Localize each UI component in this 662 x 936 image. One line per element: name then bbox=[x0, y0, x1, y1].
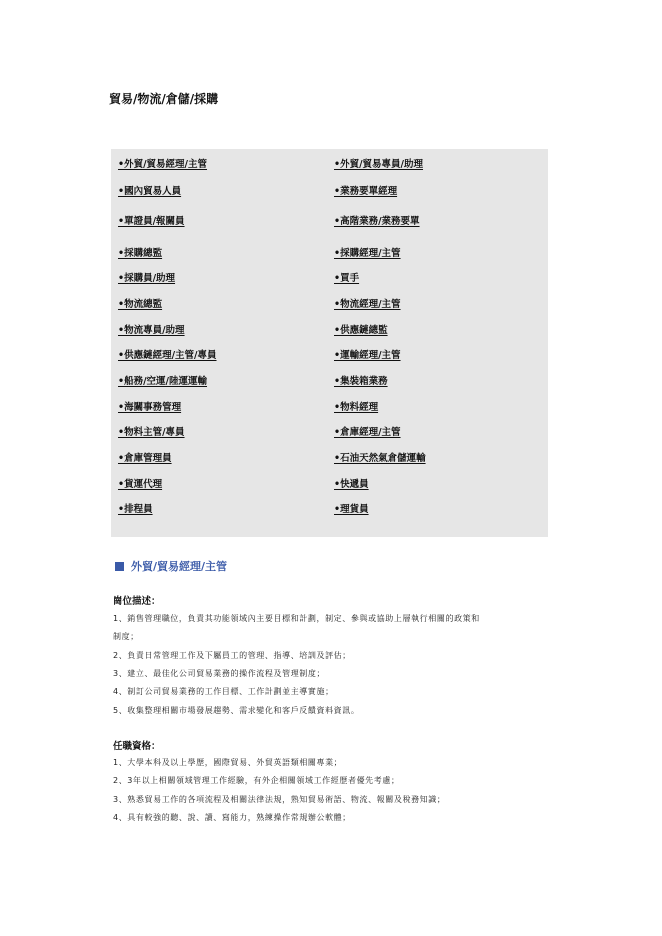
page-title: 貿易/物流/倉儲/採購 bbox=[109, 92, 219, 106]
job-link[interactable]: •排程員 bbox=[118, 504, 153, 515]
job-link[interactable]: •採購總監 bbox=[118, 248, 163, 259]
job-link[interactable]: •國內貿易人員 bbox=[118, 186, 182, 197]
job-link[interactable]: •快遞員 bbox=[334, 479, 369, 490]
job-link[interactable]: •倉庫經理/主管 bbox=[334, 427, 401, 438]
requirements-line: 1、大學本科及以上學歷，國際貿易、外貿英語類相關專業； bbox=[113, 758, 343, 767]
job-link[interactable]: •外貿/貿易專員/助理 bbox=[334, 159, 424, 170]
job-link[interactable]: •買手 bbox=[334, 273, 360, 284]
section-heading bbox=[115, 558, 227, 574]
description-line: 5、收集整理相關市場發展趨勢、需求變化和客戶反饋資料資訊。 bbox=[113, 706, 360, 715]
job-link[interactable]: •石油天然氣倉儲運輸 bbox=[334, 453, 426, 464]
job-link[interactable]: •船務/空運/陸運運輸 bbox=[118, 376, 208, 387]
job-link[interactable]: •供應鏈總監 bbox=[334, 325, 388, 336]
job-link[interactable]: •物料經理 bbox=[334, 402, 379, 413]
job-link[interactable]: •倉庫管理員 bbox=[118, 453, 172, 464]
requirements-line: 3、熟悉貿易工作的各項流程及相關法律法規，熟知貿易術語、物流、報關及稅務知識； bbox=[113, 795, 446, 804]
requirements-line: 2、3年以上相關領域管理工作經驗，有外企相關領域工作經歷者優先考慮； bbox=[113, 776, 400, 785]
job-link[interactable]: •貨運代理 bbox=[118, 479, 163, 490]
square-icon bbox=[115, 562, 124, 571]
job-link[interactable]: •高階業務/業務要單 bbox=[334, 216, 420, 227]
job-link[interactable]: •單證員/報關員 bbox=[118, 216, 185, 227]
requirements-heading: 任職資格： bbox=[113, 741, 161, 752]
job-link[interactable]: •採購員/助理 bbox=[118, 273, 176, 284]
description-line: 制度； bbox=[113, 632, 139, 641]
requirements-line: 4、具有較強的聽、說、讀、寫能力，熟練操作常規辦公軟體； bbox=[113, 813, 351, 822]
description-line: 3、建立、最佳化公司貿易業務的操作流程及管理制度； bbox=[113, 669, 326, 678]
job-link[interactable]: •物流專員/助理 bbox=[118, 325, 185, 336]
description-line: 4、制訂公司貿易業務的工作目標、工作計劃並主導實施； bbox=[113, 687, 334, 696]
job-link[interactable]: •海關事務管理 bbox=[118, 402, 182, 413]
description-line: 2、負責日常管理工作及下屬員工的管理、指導、培訓及評估； bbox=[113, 651, 351, 660]
job-link[interactable]: •採購經理/主管 bbox=[334, 248, 401, 259]
section-title: 外貿/貿易經理/主管 bbox=[131, 560, 228, 573]
description-heading: 崗位描述： bbox=[113, 596, 161, 607]
job-link[interactable]: •理貨員 bbox=[334, 504, 369, 515]
job-link[interactable]: •業務要單經理 bbox=[334, 186, 398, 197]
job-link[interactable]: •物流經理/主管 bbox=[334, 299, 401, 310]
job-link[interactable]: •集裝箱業務 bbox=[334, 376, 388, 387]
job-link[interactable]: •物料主管/專員 bbox=[118, 427, 185, 438]
description-line: 1、銷售管理職位，負責其功能領域內主要目標和計劃，制定、參與或協助上層執行相關的政策和 bbox=[113, 614, 480, 623]
job-link[interactable]: •供應鏈經理/主管/專員 bbox=[118, 350, 217, 361]
job-category-box bbox=[111, 149, 548, 537]
job-link[interactable]: •物流總監 bbox=[118, 299, 163, 310]
job-link[interactable]: •運輸經理/主管 bbox=[334, 350, 401, 361]
job-link[interactable]: •外貿/貿易經理/主管 bbox=[118, 159, 208, 170]
